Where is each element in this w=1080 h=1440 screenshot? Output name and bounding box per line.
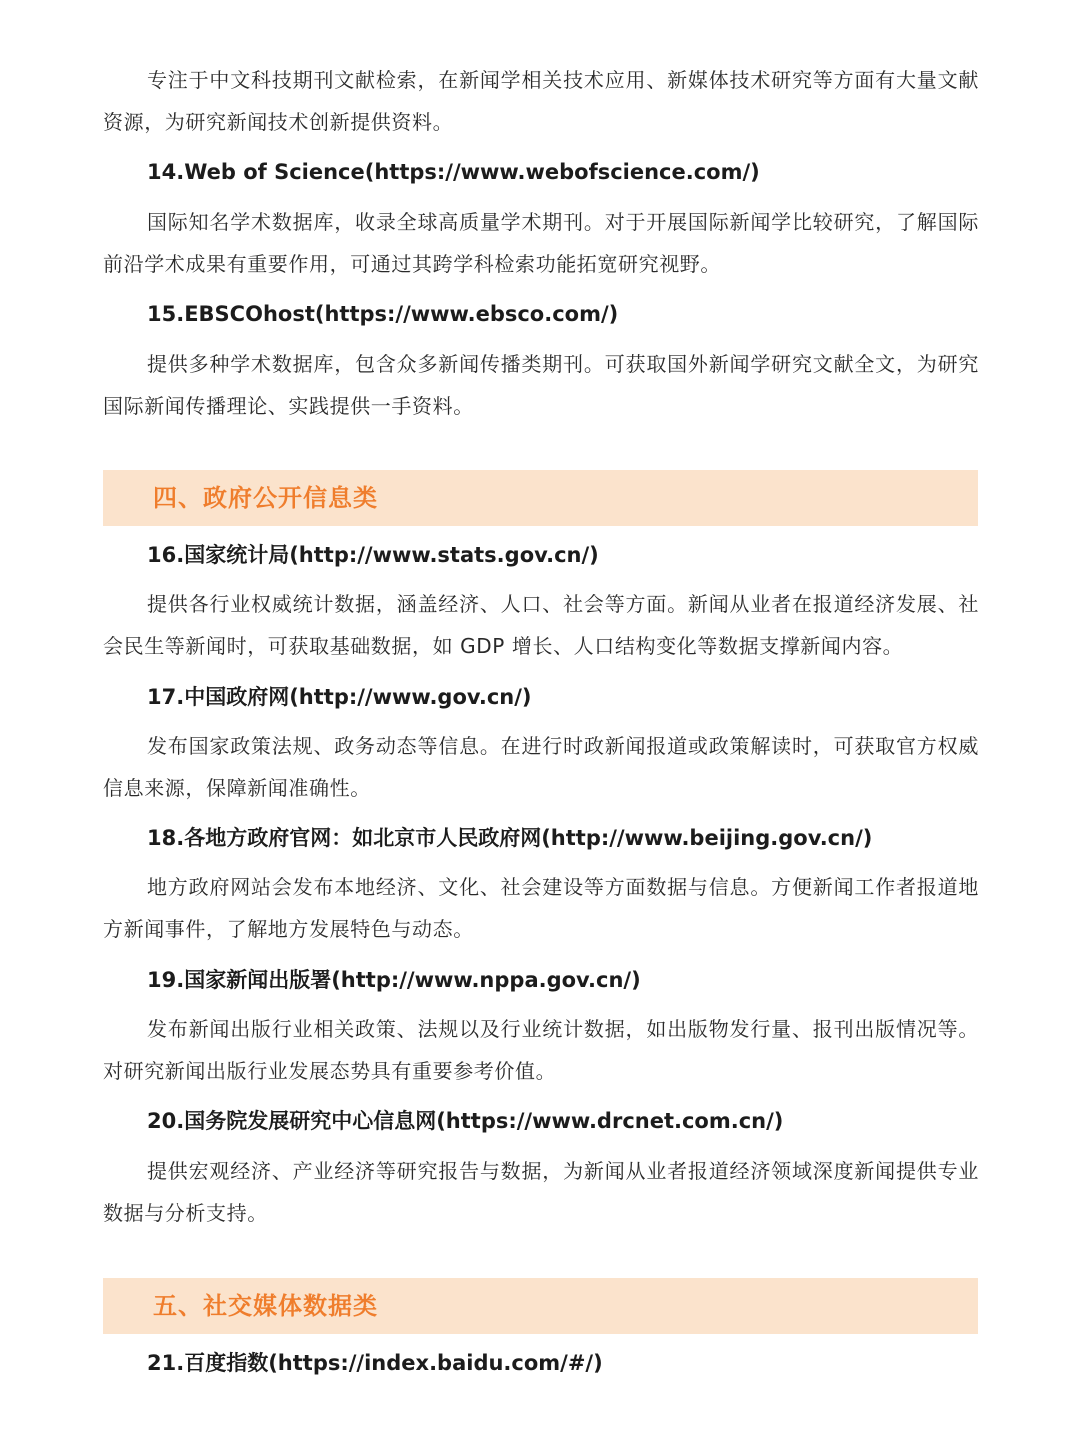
entry-heading-19: 19.国家新闻出版署(http://www.nppa.gov.cn/) bbox=[147, 968, 641, 992]
section-header-government bbox=[103, 470, 978, 526]
entry-description-20: 提供宏观经济、产业经济等研究报告与数据，为新闻从业者报道经济领域深度新闻提供专业数据与分析支持。 bbox=[103, 1159, 979, 1225]
section-title: 五、社交媒体数据类 bbox=[153, 1292, 378, 1320]
entry-description-17: 发布国家政策法规、政务动态等信息。在进行时政新闻报道或政策解读时，可获取官方权威信息来源，保障新闻准确性。 bbox=[103, 734, 979, 800]
entry-heading-18: 18.各地方政府官网：如北京市人民政府网(http://www.beijing.gov.cn/) bbox=[147, 826, 873, 850]
entry-heading-20: 20.国务院发展研究中心信息网(https://www.drcnet.com.cn/) bbox=[147, 1109, 784, 1133]
entry-heading-15: 15.EBSCOhost(https://www.ebsco.com/) bbox=[147, 302, 619, 326]
section-title: 四、政府公开信息类 bbox=[153, 484, 378, 512]
entry-description-14: 国际知名学术数据库，收录全球高质量学术期刊。对于开展国际新闻学比较研究，了解国际前沿学术成果有重要作用，可通过其跨学科检索功能拓宽研究视野。 bbox=[103, 210, 979, 276]
entry-description-16: 提供各行业权威统计数据，涵盖经济、人口、社会等方面。新闻从业者在报道经济发展、社会民生等新闻时，可获取基础数据，如 GDP 增长、人口结构变化等数据支撑新闻内容。 bbox=[103, 592, 979, 658]
entry-heading-17: 17.中国政府网(http://www.gov.cn/) bbox=[147, 685, 532, 709]
entry-heading-21: 21.百度指数(https://index.baidu.com/#/) bbox=[147, 1351, 603, 1375]
intro-paragraph: 专注于中文科技期刊文献检索，在新闻学相关技术应用、新媒体技术研究等方面有大量文献资源，为研究新闻技术创新提供资料。 bbox=[103, 68, 979, 134]
entry-heading-16: 16.国家统计局(http://www.stats.gov.cn/) bbox=[147, 543, 599, 567]
section-header-social-media bbox=[103, 1278, 978, 1334]
entry-description-18: 地方政府网站会发布本地经济、文化、社会建设等方面数据与信息。方便新闻工作者报道地方新闻事件，了解地方发展特色与动态。 bbox=[103, 875, 979, 941]
entry-description-15: 提供多种学术数据库，包含众多新闻传播类期刊。可获取国外新闻学研究文献全文，为研究国际新闻传播理论、实践提供一手资料。 bbox=[103, 352, 979, 418]
entry-heading-14: 14.Web of Science(https://www.webofscience.com/) bbox=[147, 160, 760, 184]
entry-description-19: 发布新闻出版行业相关政策、法规以及行业统计数据，如出版物发行量、报刊出版情况等。对研究新闻出版行业发展态势具有重要参考价值。 bbox=[103, 1017, 979, 1083]
